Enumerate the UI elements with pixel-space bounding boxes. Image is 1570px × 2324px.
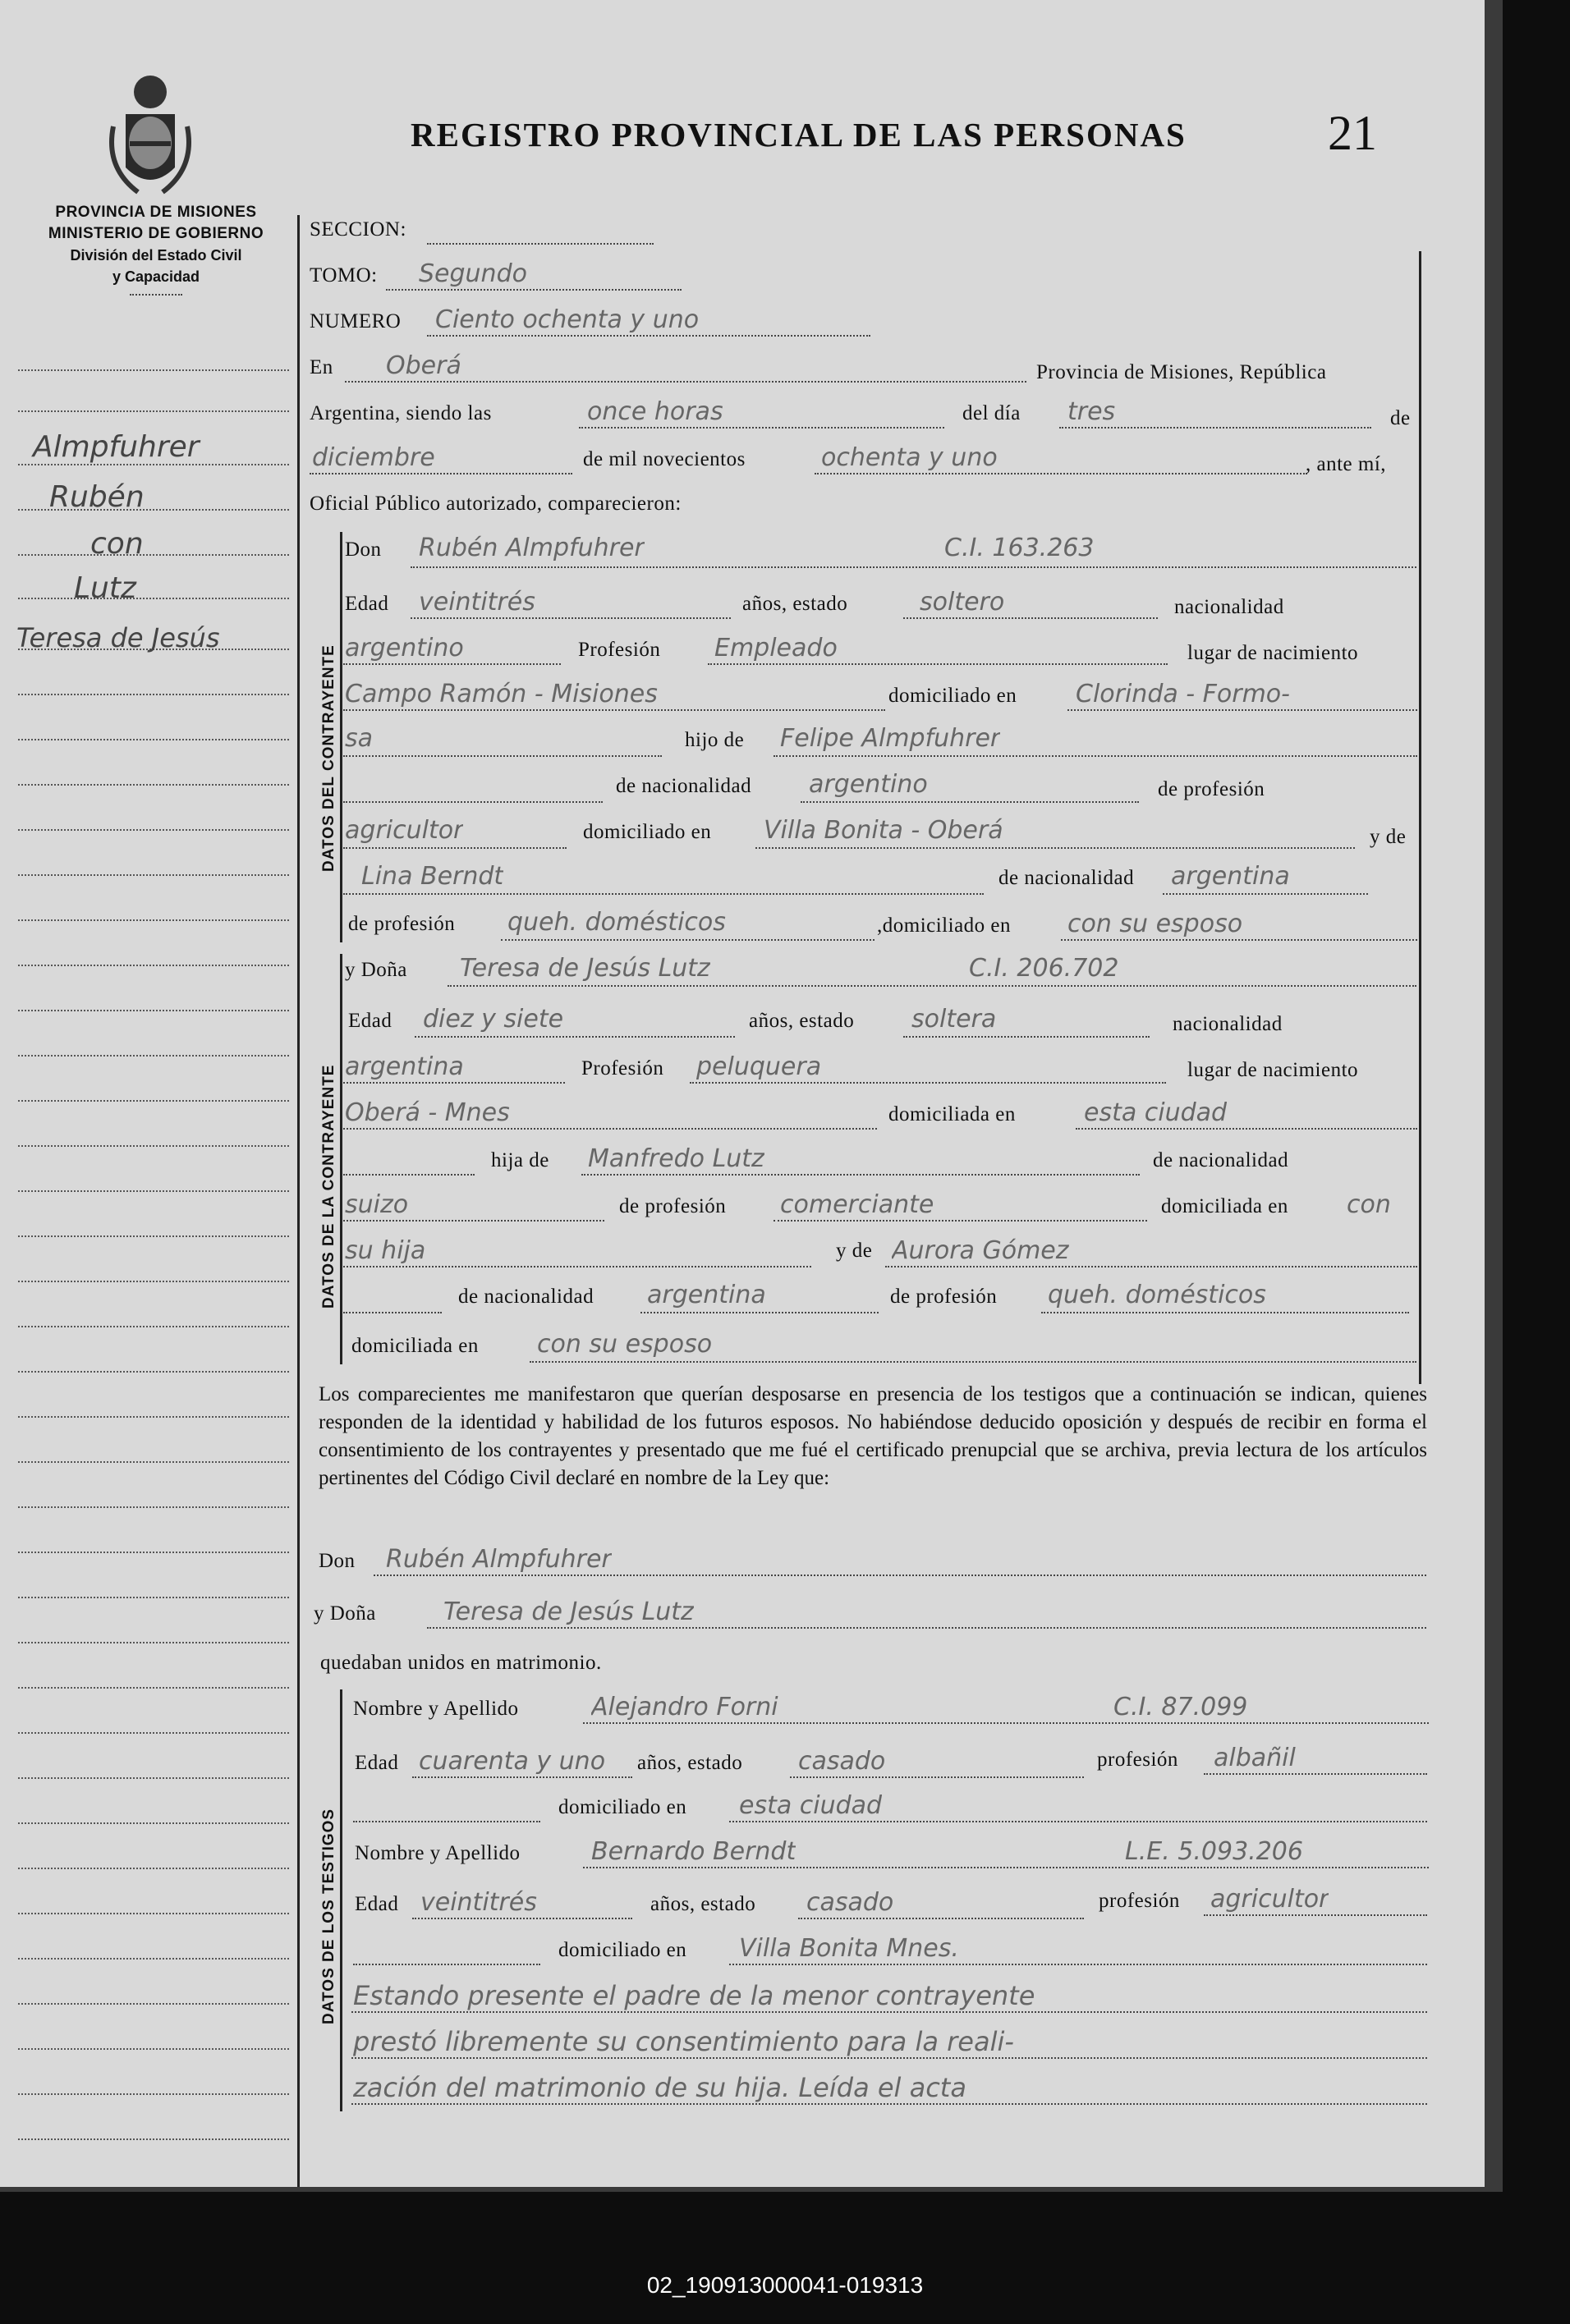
c2-lugar-value: Oberá - Mnes: [345, 1098, 510, 1127]
c2-madre-nac-pre-line: [343, 1312, 442, 1313]
contrayenta-frame: [340, 954, 342, 1364]
dona-doc-value: C.I. 206.702: [969, 954, 1119, 983]
en-label: En: [310, 356, 333, 378]
c2-padre-domic-label: domiciliada en: [1161, 1195, 1288, 1217]
t1-estado-value: casado: [798, 1747, 886, 1776]
seccion-label: SECCION:: [310, 218, 406, 241]
numero-label: NUMERO: [310, 310, 402, 332]
body-dona-label: y Doña: [314, 1602, 376, 1625]
hora-line: [579, 427, 944, 429]
dia-label: del día: [962, 402, 1021, 424]
c2-padre-nac-label: de nacionalidad: [1153, 1149, 1289, 1171]
issuer-ministry: MINISTERIO DE GOBIERNO: [48, 225, 264, 242]
padre-domic-line: [755, 847, 1355, 849]
body-dona-line: [427, 1627, 1426, 1629]
t2-name-line: [583, 1867, 1429, 1868]
tomo-label: TOMO:: [310, 264, 378, 286]
body-don-value: Rubén Almpfuhrer: [386, 1545, 612, 1574]
t1-domic-line: [729, 1821, 1427, 1822]
t1-prof-label: profesión: [1097, 1749, 1178, 1771]
testigos-section-label: DATOS DE LOS TESTIGOS: [320, 1808, 337, 2024]
c2-edad-line: [415, 1036, 735, 1038]
don-doc-value: C.I. 163.263: [944, 534, 1095, 562]
c2-padre-nac-line: [343, 1220, 604, 1222]
c2-prof-line: [690, 1082, 1166, 1084]
ante-label: , ante mí,: [1306, 453, 1387, 475]
c2-madre-line: [885, 1266, 1417, 1267]
dia-line: [1059, 427, 1371, 429]
prof-label: Profesión: [578, 639, 661, 661]
c2-nac-value: argentina: [345, 1052, 464, 1081]
c2-padre-nac-value: suizo: [345, 1190, 409, 1219]
c2-padre-prof-label: de profesión: [619, 1195, 727, 1217]
note-line-2-rule: [351, 2057, 1427, 2059]
domic-cont-line: [343, 755, 662, 757]
c2-padre-domic-line: [343, 1266, 811, 1267]
estado-line: [903, 617, 1158, 619]
padre-domic-label: domiciliado en: [583, 821, 712, 843]
t1-domic-pre-line: [353, 1821, 540, 1822]
madre-domic-label: ,domiciliado en: [877, 914, 1012, 937]
c2-padre-line: [581, 1174, 1140, 1176]
margin-con: con: [90, 527, 144, 561]
dona-value: Teresa de Jesús Lutz: [460, 954, 710, 983]
tomo-value: Segundo: [419, 259, 527, 288]
c2-estado-line: [903, 1036, 1150, 1038]
c2-padre-prof-line: [774, 1220, 1147, 1222]
c2-anios-label: años, estado: [749, 1010, 855, 1032]
t2-domic-value: Villa Bonita Mnes.: [739, 1934, 959, 1963]
t2-estado-value: casado: [806, 1888, 894, 1917]
right-border: [1419, 251, 1421, 1384]
c2-madre-domic-line: [530, 1361, 1416, 1363]
padre-line: [774, 755, 1417, 757]
t1-name-value: Alejandro Forni: [591, 1693, 778, 1721]
coat-of-arms-emblem: [105, 69, 195, 200]
c2-prof-value: peluquera: [696, 1052, 822, 1081]
page-title: REGISTRO PROVINCIAL DE LAS PERSONAS: [411, 116, 1187, 154]
t2-estado-line: [798, 1918, 1084, 1919]
padre-nac-pre-line: [343, 801, 603, 803]
t2-doc-value: L.E. 5.093.206: [1125, 1837, 1303, 1866]
padre-prof-value: agricultor: [345, 816, 464, 845]
en-line: [345, 381, 1026, 383]
numero-line: [427, 335, 870, 337]
t1-edad-line: [412, 1776, 632, 1778]
don-line: [411, 566, 1416, 568]
edad-label: Edad: [345, 593, 389, 615]
mil-label: de mil novecientos: [583, 448, 746, 470]
c2-nac-label: nacionalidad: [1173, 1013, 1283, 1035]
c2-madre-prof-value: queh. domésticos: [1048, 1281, 1266, 1309]
contrayente-section-label: DATOS DEL CONTRAYENTE: [320, 644, 337, 872]
lugar-value: Campo Ramón - Misiones: [345, 680, 658, 708]
t1-edad-value: cuarenta y uno: [419, 1747, 606, 1776]
dona-line: [448, 985, 1416, 987]
madre-nac-value: argentina: [1171, 862, 1290, 891]
don-label: Don: [345, 539, 382, 561]
margin-bride-name: Teresa de Jesús: [16, 622, 220, 653]
issuer-province: PROVINCIA DE MISIONES: [55, 204, 257, 221]
prof-value: Empleado: [714, 634, 838, 662]
c2-madre-value: Aurora Gómez: [892, 1236, 1069, 1265]
page-number: 21: [1328, 106, 1377, 160]
dona-label: y Doña: [345, 959, 407, 981]
madre-prof-line: [501, 939, 875, 941]
t2-name-label: Nombre y Apellido: [355, 1842, 521, 1864]
padre-domic-value: Villa Bonita - Oberá: [764, 816, 1003, 845]
madre-prof-value: queh. domésticos: [507, 908, 726, 937]
hija-pre-line: [343, 1174, 475, 1176]
c2-madre-nac-label: de nacionalidad: [458, 1286, 594, 1308]
margin-lutz: Lutz: [74, 571, 136, 605]
padre-prof-line: [343, 847, 567, 849]
t1-edad-label: Edad: [355, 1752, 399, 1774]
numero-value: Ciento ochenta y uno: [435, 305, 700, 334]
madre-domic-value: con su esposo: [1067, 910, 1243, 938]
padre-prof-label: de profesión: [1158, 778, 1265, 800]
anio-value: ochenta y uno: [821, 443, 998, 472]
contrayente-frame: [340, 532, 342, 942]
t2-domic-pre-line: [353, 1964, 540, 1965]
dia-value: tres: [1067, 397, 1116, 426]
edad-value: veintitrés: [419, 588, 535, 617]
t2-prof-value: agricultor: [1210, 1885, 1329, 1914]
c2-prof-label: Profesión: [581, 1057, 664, 1079]
t2-domic-line: [729, 1964, 1427, 1965]
c2-domic-label: domiciliada en: [888, 1103, 1016, 1125]
c2-lugar-line: [343, 1128, 877, 1130]
madre-nac-label: de nacionalidad: [998, 867, 1135, 889]
t2-edad-value: veintitrés: [420, 1888, 537, 1917]
image-id-caption: 02_190913000041-019313: [646, 2272, 924, 2298]
c2-estado-value: soltera: [911, 1005, 997, 1034]
body-don-line: [374, 1575, 1426, 1576]
mes-line: [310, 473, 572, 474]
t1-estado-line: [790, 1776, 1084, 1778]
don-value: Rubén Almpfuhrer: [419, 534, 645, 562]
c2-domic-line: [1076, 1128, 1417, 1130]
c2-madre-domic-value: con su esposo: [537, 1330, 713, 1359]
en-value: Oberá: [386, 351, 461, 380]
c2-edad-label: Edad: [348, 1010, 392, 1032]
c2-domic-value: esta ciudad: [1084, 1098, 1228, 1127]
c2-madre-nac-line: [640, 1312, 879, 1313]
note-line-3-rule: [351, 2103, 1427, 2105]
hora-value: once horas: [587, 397, 723, 426]
margin-given-name: Rubén: [49, 480, 145, 514]
body-dona-value: Teresa de Jesús Lutz: [443, 1597, 694, 1626]
lugar-line: [343, 709, 885, 711]
edad-line: [411, 617, 731, 619]
t2-name-value: Bernardo Berndt: [591, 1837, 796, 1866]
c2-edad-value: diez y siete: [423, 1005, 564, 1034]
c2-padre-prof-value: comerciante: [780, 1190, 934, 1219]
prof-line: [708, 663, 1168, 665]
nac-value: argentino: [345, 634, 464, 662]
closing-text: quedaban unidos en matrimonio.: [320, 1652, 602, 1674]
t1-prof-line: [1204, 1773, 1427, 1775]
madre-line: [343, 893, 984, 895]
c2-madre-prof-line: [1041, 1312, 1409, 1313]
padre-value: Felipe Almpfuhrer: [780, 724, 1001, 753]
c2-madre-nac-value: argentina: [647, 1281, 766, 1309]
padre-nac-value: argentino: [809, 770, 928, 799]
declaration-paragraph: Los comparecientes me manifestaron que querían desposarse en presencia de los testigos que a continuación se indican, quienes responden de la identidad y habilidad de los futuros esposos. No habiéndose deducido oposición y después de recibir en forma el consentimiento de los contrayentes y presentado que me fué el certificado prenupcial que se archiva, previa lectura de los artículos pertinentes del Código Civil declaré en nombre de la Ley que:: [319, 1383, 1427, 1489]
nac-line: [343, 663, 561, 665]
testigos-frame: [340, 1689, 342, 2111]
seccion-line: [427, 243, 654, 245]
anios-label: años, estado: [742, 593, 848, 615]
left-margin-border: [297, 215, 300, 2192]
t2-anios-label: años, estado: [650, 1893, 756, 1915]
de-label: de: [1390, 407, 1411, 429]
t1-name-label: Nombre y Apellido: [353, 1698, 519, 1720]
tomo-line: [386, 289, 682, 291]
y-de-label: y de: [1370, 826, 1407, 848]
t1-prof-value: albañil: [1214, 1744, 1296, 1772]
issuer-division: División del Estado Civil: [70, 247, 242, 264]
issuer-block: [16, 202, 296, 287]
margin-surname: Almpfuhrer: [33, 430, 200, 464]
body-don-label: Don: [319, 1550, 356, 1572]
c2-padre-domic-value-cont: su hija: [345, 1236, 426, 1265]
provincia-text: Provincia de Misiones, República: [1036, 361, 1327, 383]
c2-padre-value: Manfredo Lutz: [588, 1144, 764, 1173]
madre-nac-line: [1163, 893, 1368, 895]
anio-line: [815, 473, 1307, 474]
t2-prof-label: profesión: [1099, 1890, 1180, 1912]
t1-name-line: [583, 1722, 1429, 1724]
issuer-underline: [130, 294, 182, 296]
estado-value: soltero: [920, 588, 1005, 617]
c2-madre-domic-label: domiciliada en: [351, 1335, 479, 1357]
oficial-text: Oficial Público autorizado, comparecieron:: [310, 493, 682, 515]
c2-nac-line: [343, 1082, 565, 1084]
domic-value: Clorinda - Formo-: [1076, 680, 1290, 708]
padre-nac-line: [801, 801, 1139, 803]
madre-prof-label: de profesión: [348, 913, 456, 935]
hijo-label: hijo de: [685, 729, 745, 751]
hija-label: hija de: [491, 1149, 549, 1171]
note-line-2: prestó libremente su consentimiento para la reali-: [353, 2026, 1014, 2057]
t1-anios-label: años, estado: [637, 1752, 743, 1774]
madre-value: Lina Berndt: [361, 862, 504, 891]
c2-padre-domic-value: con: [1347, 1190, 1391, 1219]
c2-y-de-label: y de: [836, 1240, 873, 1262]
mes-value: diciembre: [312, 443, 435, 472]
t1-domic-value: esta ciudad: [739, 1791, 883, 1820]
argentina-label: Argentina, siendo las: [310, 402, 492, 424]
c2-lugar-label: lugar de nacimiento: [1187, 1059, 1359, 1081]
contrayenta-section-label: DATOS DE LA CONTRAYENTE: [320, 1064, 337, 1309]
lugar-label: lugar de nacimiento: [1187, 642, 1359, 664]
padre-nac-label: de nacionalidad: [616, 775, 752, 797]
issuer-division-2: y Capacidad: [112, 268, 200, 285]
t2-edad-label: Edad: [355, 1893, 399, 1915]
domic-value-cont: sa: [345, 724, 374, 753]
t2-domic-label: domiciliado en: [558, 1939, 687, 1961]
t1-domic-label: domiciliado en: [558, 1796, 687, 1818]
domic-label: domiciliado en: [888, 685, 1017, 707]
madre-domic-line: [1061, 939, 1417, 941]
note-line-1: Estando presente el padre de la menor contrayente: [353, 1980, 1035, 2011]
t2-edad-line: [412, 1918, 632, 1919]
note-line-3: zación del matrimonio de su hija. Leída el acta: [353, 2072, 966, 2103]
note-line-1-rule: [351, 2011, 1427, 2013]
t1-doc-value: C.I. 87.099: [1113, 1693, 1248, 1721]
c2-madre-prof-label: de profesión: [890, 1286, 998, 1308]
domic-line: [1067, 709, 1417, 711]
nac-label: nacionalidad: [1174, 596, 1284, 618]
t2-prof-line: [1204, 1914, 1427, 1916]
